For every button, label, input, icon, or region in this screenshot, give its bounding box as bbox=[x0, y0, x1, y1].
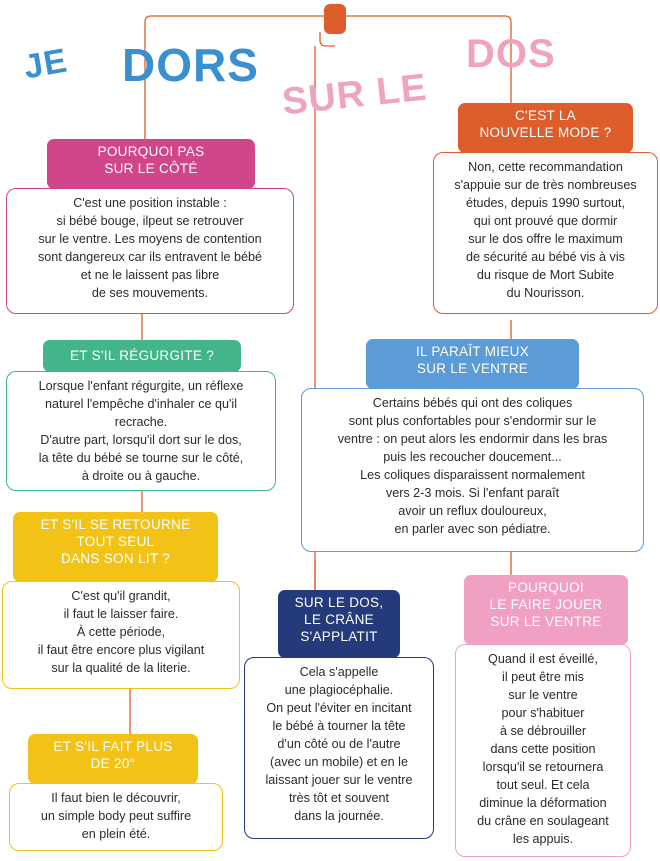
body-se-retourne: C'est qu'il grandit, il faut le laisser faire. À cette période, il faut être encore plus vigilant sur la qualité de la literie. bbox=[37, 589, 205, 675]
text-se-retourne bbox=[2, 581, 240, 689]
header-regurgite: ET S'IL RÉGURGITE ? bbox=[43, 340, 241, 372]
header-nouvelle-mode: C'EST LA NOUVELLE MODE ? bbox=[458, 103, 633, 153]
header-chaleur: ET S'IL FAIT PLUS DE 20° bbox=[28, 734, 198, 784]
text-mieux-ventre bbox=[301, 388, 644, 552]
body-regurgite: Lorsque l'enfant régurgite, un réflexe naturel l'empêche d'inhaler ce qu'il recrache. D'autre part, lorsqu'il dort sur le dos, la tête du bébé se tourne sur le côté, à droite ou à gauche. bbox=[38, 379, 244, 483]
title-dors: DORS bbox=[122, 39, 259, 91]
header-mieux-ventre: IL PARAÎT MIEUX SUR LE VENTRE bbox=[366, 339, 579, 389]
body-jouer-ventre: Quand il est éveillé, il peut être mis sur le ventre pour s'habituer à se débrouiller dans cette position lorsqu'il se retournera tout seul. Et cela diminue la déformation du crâne en soulageant les appuis. bbox=[477, 652, 609, 846]
text-regurgite bbox=[6, 371, 276, 491]
header-crane: SUR LE DOS, LE CRÂNE S'APPLATIT bbox=[278, 590, 400, 658]
body-chaleur: Il faut bien le découvrir, un simple body peut suffire en plein été. bbox=[40, 791, 192, 841]
header-jouer-ventre: POURQUOI LE FAIRE JOUER SUR LE VENTRE bbox=[464, 575, 628, 645]
text-crane bbox=[244, 657, 434, 839]
body-crane: Cela s'appelle une plagiocéphalie. On peut l'éviter en incitant le bébé à tourner la tête d'un côté ou de l'autre (avec un mobile) et en le laissant jouer sur le ventre très tôt et souvent dans la journée. bbox=[265, 665, 413, 823]
header-se-retourne: ET S'IL SE RETOURNE TOUT SEUL DANS SON LIT ? bbox=[13, 512, 218, 582]
text-jouer-ventre bbox=[455, 644, 631, 857]
text-pourquoi-pas-cote bbox=[6, 188, 294, 314]
body-mieux-ventre: Certains bébés qui ont des coliques sont plus confortables pour s'endormir sur le ventre : on peut alors les endormir dans les bras puis les recoucher doucement... Les coliques disparaissent normalement vers 2-3 mois. Si l'enfant paraît avoir un reflux douloureux, en parler avec son pédiatre. bbox=[337, 396, 608, 536]
body-nouvelle-mode: Non, cette recommandation s'appuie sur de très nombreuses études, depuis 1990 surtout, qui ont prouvé que dormir sur le dos offre le maximum de sécurité au bébé vis à vis du risque de Mort Subite du Nourisson. bbox=[454, 160, 637, 300]
tree-node bbox=[324, 4, 346, 34]
header-pourquoi-pas-cote: POURQUOI PAS SUR LE CÔTÉ bbox=[47, 139, 255, 189]
title-sur-le: SUR LE bbox=[280, 66, 430, 124]
text-nouvelle-mode bbox=[433, 152, 658, 314]
body-pourquoi-pas-cote: C'est une position instable : si bébé bouge, ilpeut se retrouver sur le ventre. Les moyens de contention sont dangereux car ils entravent le bébé et ne le laissent pas libre de ses mouvements. bbox=[37, 196, 263, 300]
title-je: JE bbox=[20, 41, 71, 87]
title-dos: DOS bbox=[466, 32, 556, 76]
text-chaleur bbox=[9, 783, 223, 851]
